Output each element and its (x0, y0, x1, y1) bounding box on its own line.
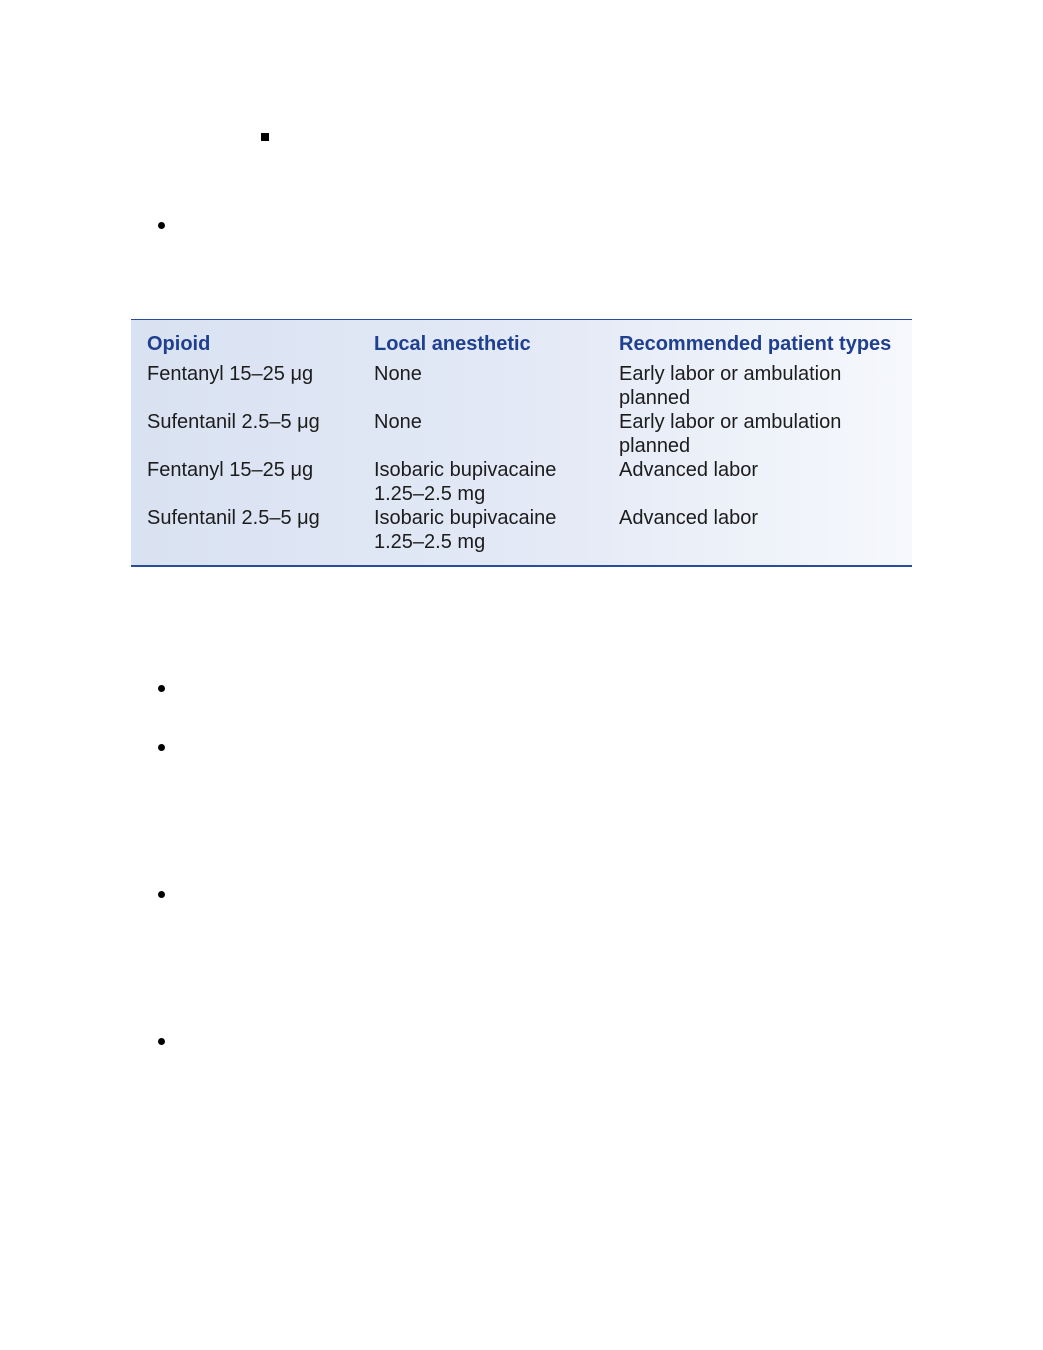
table-header-row (147, 332, 909, 362)
patient-type-cell (619, 410, 909, 458)
table-row (147, 506, 909, 554)
dosing-table-panel (131, 319, 912, 567)
local-anesthetic-cell (374, 458, 619, 506)
cell-line: Advanced labor (619, 459, 758, 481)
cell-line: Isobaric bupivacaine (374, 507, 557, 529)
cell-line: 1.25–2.5 mg (374, 483, 486, 505)
cell-line: Early labor or ambulation (619, 363, 842, 385)
opioid-cell: Sufentanil 2.5–5 μg (147, 411, 320, 433)
bullet-icon (158, 685, 165, 692)
local-anesthetic-cell (374, 410, 619, 458)
local-anesthetic-cell (374, 506, 619, 554)
local-anesthetic-cell (374, 362, 619, 410)
cell-line: Early labor or ambulation (619, 411, 842, 433)
table-row (147, 362, 909, 410)
cell-line: None (374, 411, 422, 433)
cell-line: Advanced labor (619, 507, 758, 529)
patient-type-cell (619, 362, 909, 410)
cell-line: planned (619, 435, 691, 457)
opioid-cell: Fentanyl 15–25 μg (147, 363, 314, 385)
header-patient-types: Recommended patient types (619, 333, 892, 355)
header-local-anesthetic: Local anesthetic (374, 333, 531, 355)
cell-line: 1.25–2.5 mg (374, 531, 486, 553)
cell-line: Isobaric bupivacaine (374, 459, 557, 481)
opioid-cell: Sufentanil 2.5–5 μg (147, 507, 320, 529)
cell-line: planned (619, 387, 691, 409)
bullet-icon (158, 744, 165, 751)
dosing-table (147, 332, 909, 554)
bullet-icon (158, 891, 165, 898)
opioid-cell: Fentanyl 15–25 μg (147, 459, 314, 481)
bullet-icon (158, 1038, 165, 1045)
bullet-icon (158, 222, 165, 229)
header-opioid: Opioid (147, 333, 211, 355)
table-row (147, 410, 909, 458)
patient-type-cell (619, 458, 909, 506)
cell-line: None (374, 363, 422, 385)
square-bullet-icon (261, 133, 269, 141)
patient-type-cell (619, 506, 909, 554)
table-row (147, 458, 909, 506)
